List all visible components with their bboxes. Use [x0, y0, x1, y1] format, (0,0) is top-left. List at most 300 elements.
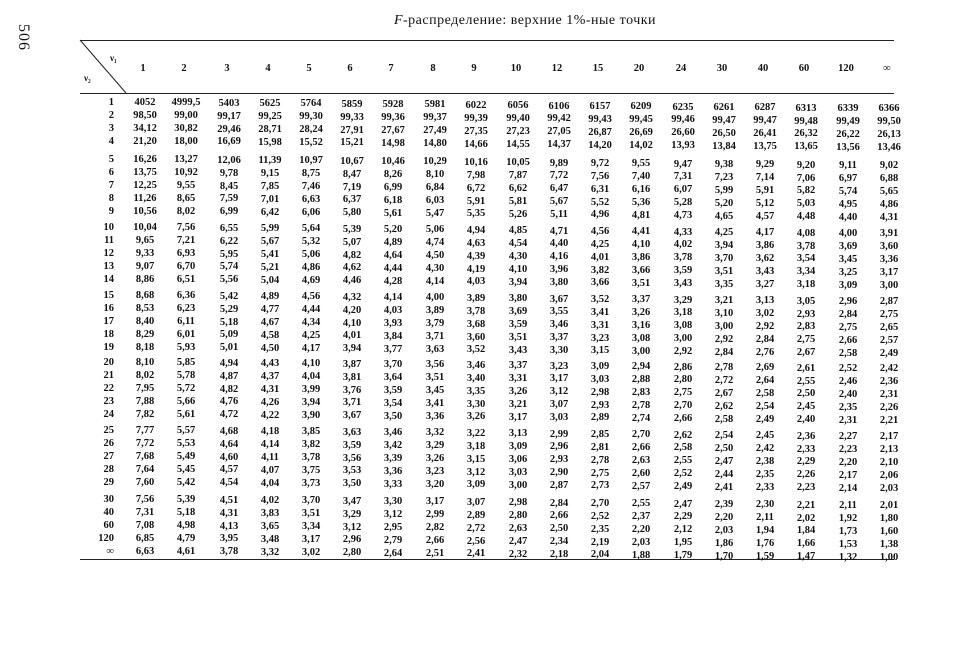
- table-cell: 1,38: [879, 539, 899, 550]
- table-cell: 4,87: [219, 370, 239, 382]
- table-cell: 6,22: [219, 235, 239, 247]
- table-cell: 4,94: [466, 224, 486, 236]
- table-cell: 2,03: [631, 536, 651, 548]
- table-cell: 5,26: [508, 208, 528, 220]
- table-cell: 5,56: [219, 274, 239, 286]
- table-cell: 4,37: [260, 370, 280, 382]
- table-cell: 3,03: [590, 373, 610, 385]
- table-cell: 3,37: [508, 360, 528, 372]
- column-header: 8: [430, 63, 436, 74]
- table-cell: 8,45: [219, 180, 239, 192]
- table-cell: 3,00: [673, 333, 693, 345]
- table-cell: 2,17: [879, 431, 899, 443]
- table-cell: 2,35: [590, 523, 610, 535]
- table-cell: 99,25: [258, 110, 282, 122]
- row-label: 20: [103, 357, 114, 368]
- table-cell: 4,07: [260, 464, 280, 476]
- table-cell: 99,50: [877, 116, 901, 128]
- column-header: 3: [224, 63, 230, 74]
- column-header: 60: [798, 63, 810, 74]
- table-cell: 26,22: [836, 128, 860, 140]
- title-f-letter: F: [393, 13, 404, 28]
- table-cell: 99,45: [629, 114, 653, 126]
- row-label: 11: [104, 234, 114, 246]
- row-label: 3: [108, 122, 114, 134]
- table-cell: 6,93: [176, 248, 196, 260]
- table-cell: 2,49: [673, 481, 693, 493]
- table-cell: 3,76: [342, 384, 362, 396]
- table-cell: 3,53: [342, 465, 362, 477]
- table-cell: 2,20: [631, 524, 651, 535]
- table-cell: 4,10: [301, 358, 321, 370]
- table-cell: 8,68: [135, 290, 155, 301]
- table-cell: 9,11: [839, 159, 857, 171]
- table-cell: 7,01: [260, 193, 280, 205]
- table-cell: 9,78: [219, 167, 239, 179]
- table-cell: 6,70: [176, 261, 196, 273]
- table-cell: 3,67: [342, 410, 362, 422]
- table-cell: 4,69: [301, 275, 321, 286]
- table-cell: 4,96: [590, 209, 610, 221]
- table-cell: 3,12: [383, 509, 403, 520]
- table-cell: 6,72: [466, 182, 486, 194]
- table-cell: 4,30: [508, 250, 528, 262]
- table-cell: 6,99: [219, 206, 239, 218]
- table-cell: 4,68: [219, 425, 239, 437]
- table-cell: 6313: [795, 102, 817, 114]
- nu2-label: ν₂: [84, 73, 91, 83]
- table-cell: 14,37: [547, 139, 571, 151]
- table-cell: 2,29: [796, 456, 816, 468]
- table-cell: 3,26: [631, 307, 651, 319]
- row-label: 15: [103, 290, 114, 301]
- table-cell: 2,93: [590, 399, 610, 411]
- table-cell: 99,33: [340, 111, 364, 123]
- table-cell: 5,06: [425, 224, 445, 236]
- column-header: 40: [757, 63, 769, 74]
- table-cell: 5,91: [755, 185, 775, 197]
- table-cell: 4,16: [549, 251, 569, 263]
- table-cell: 3,10: [714, 307, 734, 319]
- table-cell: 3,79: [425, 318, 445, 330]
- table-cell: 2,38: [755, 456, 775, 468]
- table-cell: 3,46: [383, 427, 403, 439]
- table-cell: 15,21: [340, 137, 364, 149]
- table-cell: 14,20: [588, 139, 612, 151]
- table-cell: 4,14: [383, 292, 403, 304]
- table-cell: 3,82: [301, 439, 321, 451]
- row-label: 30: [103, 494, 114, 505]
- table-cell: 2,96: [342, 534, 362, 546]
- table-cell: 2,66: [673, 413, 693, 425]
- table-cell: 3,78: [301, 452, 321, 464]
- table-cell: 30,82: [174, 123, 198, 135]
- table-cell: 5,74: [219, 261, 239, 273]
- table-cell: 3,69: [508, 306, 528, 318]
- table-cell: 7,68: [135, 450, 155, 462]
- row-label: 19: [103, 341, 114, 353]
- table-cell: 6157: [589, 100, 611, 112]
- table-cell: 13,93: [671, 140, 695, 152]
- table-cell: 3,56: [425, 359, 445, 371]
- table-cell: 2,84: [838, 308, 858, 320]
- row-label: 25: [103, 425, 114, 436]
- table-cell: 5,04: [260, 274, 280, 286]
- table-cell: 4,82: [342, 249, 362, 261]
- table-cell: 5,42: [219, 290, 239, 302]
- table-cell: 2,02: [796, 512, 816, 524]
- row-label: 120: [98, 532, 114, 544]
- table-cell: 8,47: [342, 168, 362, 180]
- table-cell: 1,94: [755, 525, 775, 537]
- table-cell: 2,84: [714, 346, 734, 358]
- table-cell: 2,72: [714, 374, 734, 386]
- table-cell: 3,63: [342, 426, 362, 438]
- table-cell: 2,94: [631, 361, 651, 373]
- table-cell: 3,51: [714, 265, 734, 277]
- table-cell: 3,54: [796, 253, 816, 265]
- table-cell: 5,67: [549, 196, 569, 208]
- table-cell: 3,05: [796, 295, 816, 307]
- table-cell: 7,46: [301, 181, 321, 193]
- table-cell: 4,41: [631, 226, 651, 238]
- table-cell: 4,04: [260, 477, 280, 489]
- table-cell: 3,12: [466, 466, 486, 478]
- table-cell: 3,91: [879, 228, 899, 240]
- table-cell: 99,47: [753, 115, 777, 127]
- table-cell: 2,11: [756, 512, 774, 524]
- table-cell: 2,66: [631, 442, 651, 454]
- table-cell: 8,65: [176, 193, 196, 205]
- row-label: 24: [103, 408, 114, 420]
- table-cell: 2,99: [549, 428, 569, 440]
- table-cell: 2,96: [838, 295, 858, 307]
- table-cell: 6287: [754, 102, 776, 114]
- table-cell: 6,11: [177, 316, 195, 328]
- row-label: 8: [108, 192, 114, 204]
- table-cell: 3,17: [549, 373, 569, 385]
- table-cell: 13,27: [174, 154, 198, 166]
- table-cell: 3,71: [342, 397, 362, 409]
- table-cell: 26,50: [712, 127, 736, 139]
- table-cell: 6,18: [383, 194, 403, 206]
- table-cell: 4,60: [219, 451, 239, 463]
- table-cell: 3,25: [838, 266, 858, 278]
- table-cell: 3,90: [301, 410, 321, 421]
- table-cell: 2,47: [673, 498, 693, 510]
- table-cell: 3,80: [549, 277, 569, 289]
- table-cell: 9,02: [879, 160, 899, 172]
- table-cell: 3,96: [549, 264, 569, 276]
- table-cell: 3,21: [508, 398, 528, 410]
- table-cell: 10,97: [299, 155, 323, 167]
- table-cell: 1,60: [879, 526, 899, 538]
- table-cell: 3,93: [383, 317, 403, 329]
- table-cell: 2,92: [755, 321, 775, 333]
- table-cell: 4,28: [383, 275, 403, 287]
- table-cell: 5,45: [176, 464, 196, 476]
- row-label: 5: [108, 154, 114, 165]
- table-cell: 2,39: [714, 498, 734, 510]
- table-cell: 4,50: [425, 250, 445, 262]
- table-cell: 3,87: [342, 358, 362, 370]
- table-cell: 3,86: [631, 252, 651, 263]
- table-cell: 3,33: [383, 478, 403, 490]
- table-cell: 5,09: [219, 329, 239, 341]
- table-cell: 4,31: [879, 211, 899, 223]
- table-cell: 7,19: [342, 181, 362, 193]
- table-cell: 2,62: [714, 400, 734, 412]
- table-cell: 1,84: [796, 525, 816, 537]
- table-cell: 34,12: [133, 122, 157, 134]
- table-cell: 8,53: [135, 302, 155, 314]
- table-cell: 3,42: [383, 440, 403, 451]
- table-cell: 2,34: [549, 536, 569, 548]
- table-cell: 5928: [382, 99, 404, 111]
- table-cell: 5,21: [260, 261, 280, 273]
- table-cell: 14,98: [381, 137, 405, 149]
- table-cell: 3,46: [549, 319, 569, 331]
- column-header: 20: [633, 63, 645, 74]
- table-cell: 16,26: [133, 154, 157, 165]
- table-cell: 2,12: [673, 524, 693, 536]
- table-cell: 7,72: [549, 170, 569, 182]
- table-cell: 3,47: [342, 495, 362, 507]
- table-cell: 2,67: [796, 347, 816, 359]
- table-cell: 3,41: [590, 306, 610, 318]
- table-cell: 3,03: [508, 466, 528, 478]
- table-cell: 99,17: [217, 110, 241, 122]
- table-cell: 4,34: [301, 317, 321, 329]
- table-cell: 3,36: [879, 254, 899, 266]
- table-cell: 3,69: [838, 240, 858, 252]
- page-number: 506: [15, 24, 32, 51]
- table-cell: 3,32: [260, 546, 280, 558]
- table-cell: 8,02: [176, 205, 196, 217]
- table-cell: 4052: [134, 97, 156, 108]
- table-cell: 2,49: [755, 413, 775, 425]
- table-cell: 3,89: [466, 292, 486, 304]
- table-cell: 3,70: [383, 359, 403, 371]
- table-cell: 2,78: [631, 399, 651, 411]
- table-cell: 9,72: [590, 157, 610, 169]
- table-cell: 6209: [630, 101, 652, 113]
- table-cell: 9,55: [631, 158, 651, 170]
- table-cell: 10,92: [174, 167, 198, 179]
- table-cell: 5,72: [176, 383, 196, 395]
- table-cell: 6,88: [879, 173, 899, 185]
- table-cell: 3,51: [631, 277, 651, 289]
- table-cell: 4,54: [508, 238, 528, 250]
- table-cell: 4,33: [673, 226, 693, 238]
- table-cell: 27,23: [506, 125, 530, 137]
- table-cell: 4,81: [631, 209, 651, 221]
- table-cell: 4,58: [260, 329, 280, 341]
- table-cell: 7,60: [135, 476, 155, 488]
- table-cell: 4,39: [466, 250, 486, 262]
- table-cell: 7,23: [714, 171, 734, 183]
- table-cell: 3,83: [260, 507, 280, 519]
- table-cell: 6056: [507, 100, 529, 112]
- table-cell: 3,09: [838, 279, 858, 291]
- table-cell: 8,10: [425, 169, 445, 181]
- table-cell: 3,00: [508, 479, 528, 491]
- row-label: 40: [103, 506, 114, 518]
- column-header: 5: [306, 63, 312, 74]
- table-cell: 2,20: [838, 456, 858, 468]
- table-cell: 2,57: [879, 335, 899, 346]
- table-cell: 1,53: [838, 538, 858, 550]
- table-cell: 1,88: [631, 549, 651, 561]
- table-cell: 6,99: [383, 181, 403, 193]
- table-cell: 2,67: [714, 387, 734, 399]
- table-cell: 3,37: [549, 332, 569, 344]
- row-label: 29: [103, 476, 114, 488]
- table-cell: 2,57: [631, 480, 651, 492]
- table-cell: 27,05: [547, 126, 571, 138]
- table-cell: 3,52: [590, 293, 610, 305]
- table-cell: 5,03: [796, 198, 816, 210]
- table-cell: 3,78: [673, 252, 693, 264]
- table-cell: 3,43: [673, 278, 693, 290]
- title-text: -распределение: верхние 1%-ные точки: [403, 13, 657, 28]
- table-cell: 4,00: [838, 227, 858, 239]
- table-cell: 2,66: [549, 510, 569, 522]
- table-cell: 2,56: [466, 535, 486, 547]
- table-cell: 3,50: [383, 410, 403, 422]
- table-cell: 7,64: [135, 463, 155, 475]
- table-cell: 2,45: [796, 401, 816, 413]
- table-cell: 1,76: [755, 537, 775, 549]
- table-cell: 5,53: [176, 438, 196, 450]
- table-cell: 26,41: [753, 128, 777, 140]
- table-cell: 2,85: [590, 428, 610, 440]
- table-cell: 6,63: [135, 545, 155, 557]
- table-cell: 3,73: [301, 478, 321, 489]
- table-cell: 3,70: [714, 252, 734, 264]
- table-cell: 3,30: [466, 398, 486, 410]
- table-cell: 2,79: [383, 534, 403, 546]
- table-cell: 5,28: [673, 197, 693, 209]
- table-cell: 9,89: [549, 157, 569, 169]
- table-cell: 3,15: [590, 345, 610, 357]
- table-cell: 4,95: [838, 198, 858, 210]
- column-header: 30: [716, 63, 728, 74]
- table-cell: 2,19: [590, 536, 610, 548]
- row-label: 13: [103, 260, 114, 272]
- table-cell: 2,36: [796, 430, 816, 442]
- table-cell: 5,61: [176, 408, 196, 420]
- table-cell: 2,75: [879, 309, 899, 321]
- table-cell: 5,12: [755, 197, 775, 209]
- table-cell: 7,88: [135, 395, 155, 407]
- table-cell: 99,39: [464, 112, 488, 124]
- table-cell: 3,35: [466, 385, 486, 397]
- row-label: 6: [108, 166, 114, 178]
- table-cell: 13,75: [133, 166, 157, 178]
- table-cell: 5,18: [219, 316, 239, 328]
- table-cell: 1,00: [879, 551, 899, 563]
- table-cell: 7,87: [508, 170, 528, 182]
- table-cell: 27,67: [381, 124, 405, 136]
- table-cell: 2,03: [714, 524, 734, 536]
- table-cell: 2,80: [342, 547, 362, 559]
- table-cell: 4,44: [301, 304, 321, 316]
- table-cell: 27,91: [340, 124, 364, 136]
- column-header: 120: [838, 63, 854, 74]
- row-label: 14: [103, 273, 114, 285]
- table-cell: 5,85: [176, 357, 196, 369]
- table-cell: 3,17: [425, 496, 445, 508]
- table-cell: 6366: [878, 103, 900, 115]
- table-cell: 4,85: [508, 225, 528, 237]
- table-cell: 7,31: [673, 171, 693, 183]
- table-cell: 4,98: [176, 520, 196, 532]
- table-cell: 5,29: [219, 303, 239, 315]
- table-cell: 99,42: [547, 113, 571, 125]
- table-cell: 3,51: [301, 508, 321, 520]
- table-cell: 26,32: [794, 128, 818, 140]
- table-cell: 3,15: [466, 453, 486, 465]
- table-cell: 1,73: [838, 525, 858, 537]
- table-cell: 3,12: [549, 386, 569, 398]
- table-cell: 2,55: [673, 455, 693, 467]
- table-cell: 6,07: [673, 184, 693, 196]
- table-cell: 2,52: [673, 468, 693, 480]
- table-cell: 10,29: [423, 156, 447, 168]
- table-cell: 5,95: [219, 248, 239, 260]
- table-cell: 4,64: [219, 438, 239, 450]
- table-cell: 3,66: [631, 264, 651, 276]
- table-cell: 9,47: [673, 158, 693, 170]
- table-cell: 2,60: [631, 467, 651, 479]
- table-cell: 9,20: [796, 159, 816, 171]
- table-cell: 27,35: [464, 125, 488, 137]
- table-cell: 4,94: [219, 357, 239, 369]
- table-cell: 13,56: [836, 141, 860, 153]
- table-cell: 3,18: [466, 440, 486, 452]
- table-cell: 12,06: [217, 154, 241, 166]
- table-cell: 2,75: [590, 467, 610, 479]
- table-cell: 29,46: [217, 123, 241, 135]
- table-cell: 3,29: [673, 294, 693, 306]
- table-cell: 2,42: [755, 443, 775, 455]
- table-cell: 3,18: [673, 307, 693, 319]
- table-cell: 6,01: [176, 329, 196, 341]
- table-cell: 2,81: [590, 441, 610, 453]
- table-cell: 3,29: [425, 440, 445, 452]
- table-cell: 11,26: [133, 192, 157, 204]
- table-cell: 4,02: [673, 239, 693, 251]
- table-cell: 6106: [548, 100, 570, 112]
- table-cell: 4,73: [673, 210, 693, 222]
- table-cell: 6,23: [176, 303, 196, 315]
- table-cell: 2,33: [755, 481, 775, 493]
- table-cell: 6,97: [838, 172, 858, 184]
- table-cell: 3,65: [260, 520, 280, 532]
- table-cell: 3,03: [549, 412, 569, 424]
- table-cell: 99,49: [836, 115, 860, 127]
- table-cell: 2,80: [508, 510, 528, 522]
- table-cell: 4,03: [466, 276, 486, 288]
- table-cell: 16,69: [217, 136, 241, 148]
- table-cell: 2,83: [631, 387, 651, 398]
- table-cell: 5,42: [176, 476, 196, 488]
- table-cell: 6,84: [425, 182, 445, 194]
- table-cell: 7,06: [796, 172, 816, 184]
- table-cell: 13,75: [753, 140, 777, 152]
- table-cell: 99,48: [794, 115, 818, 127]
